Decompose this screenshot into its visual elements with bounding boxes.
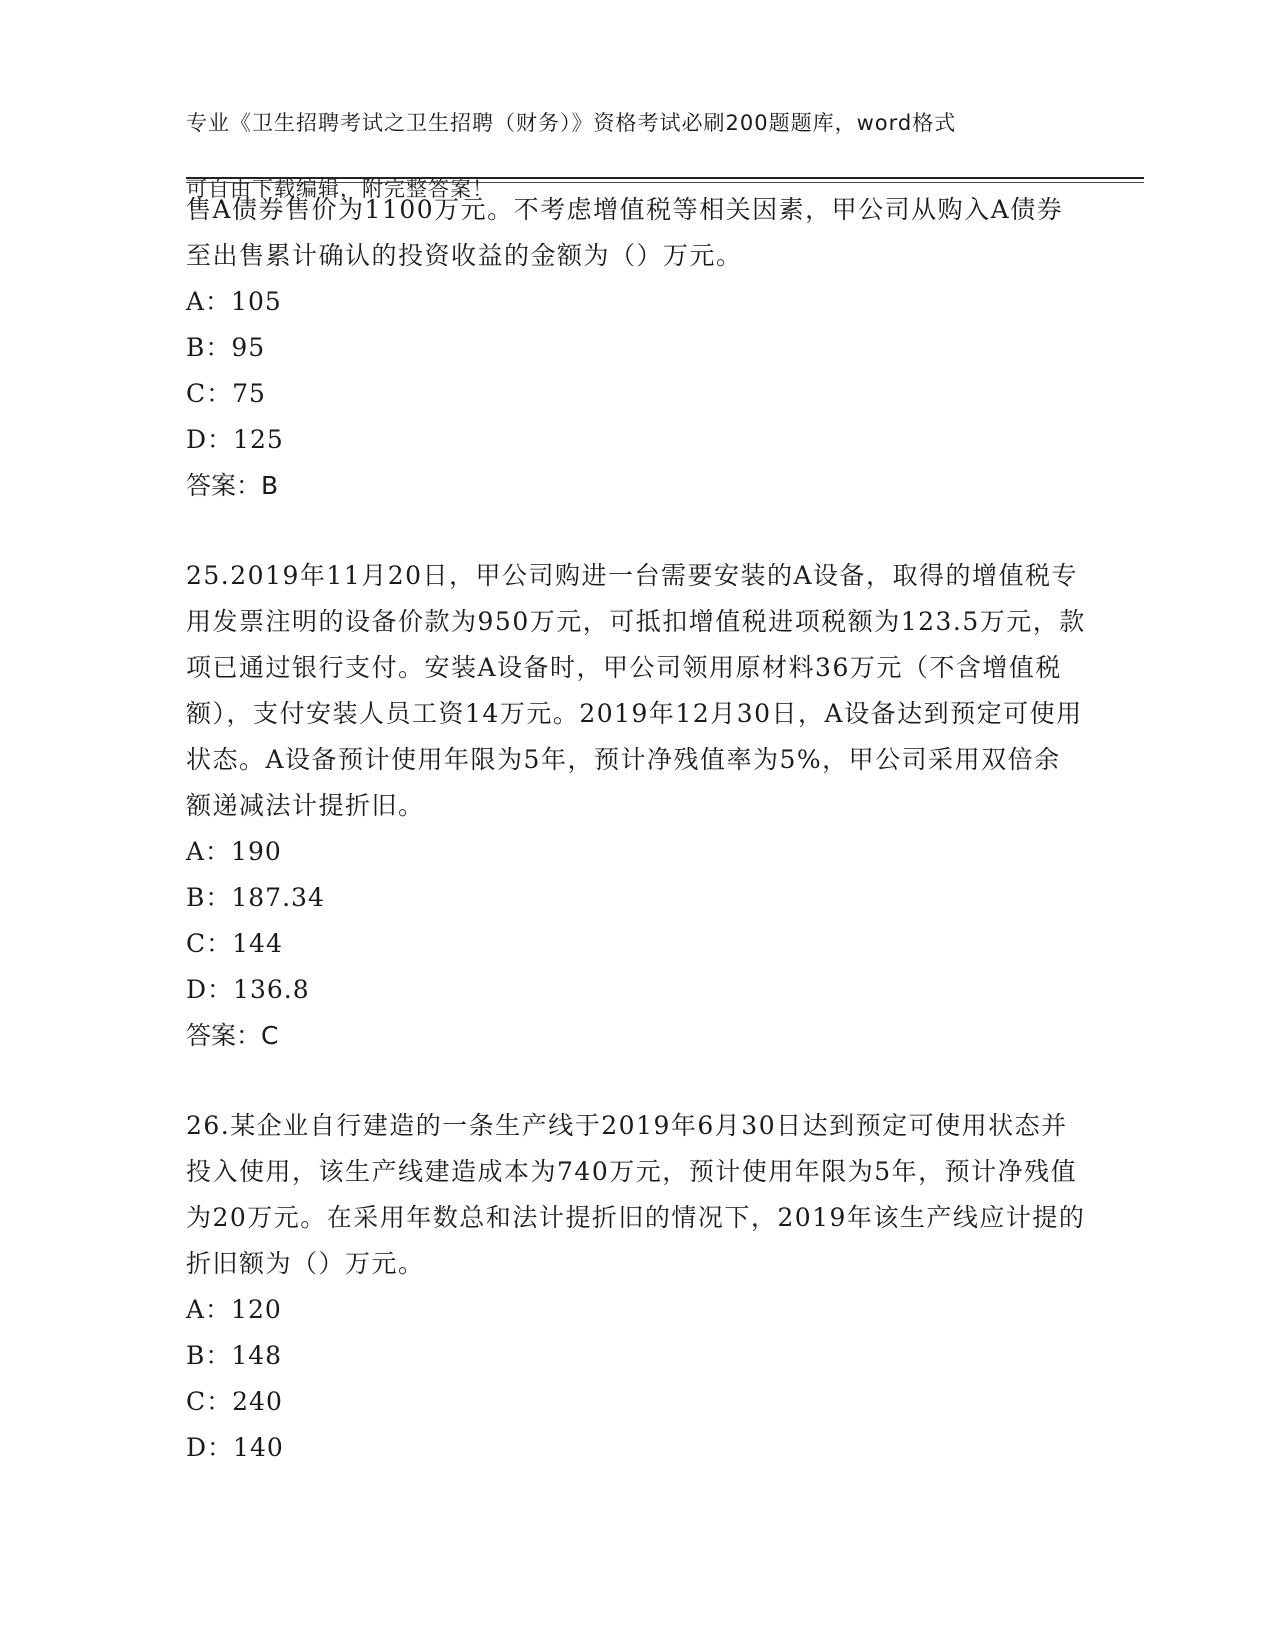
- header-line-1: 专业《卫生招聘考试之卫生招聘（财务）》资格考试必刷200题题库，word格式: [186, 111, 957, 135]
- option-d: D：136.8: [186, 975, 310, 1004]
- option-a: A：120: [186, 1295, 282, 1324]
- option-b: B：148: [186, 1341, 283, 1370]
- option-a: A：105: [186, 287, 282, 316]
- option-a: A：190: [186, 837, 282, 866]
- option-d: D：140: [186, 1433, 284, 1462]
- header-divider-thin: [186, 182, 1144, 183]
- question-list: [186, 187, 1086, 1471]
- option-c: C：144: [186, 929, 283, 958]
- header-line-2: 可自由下载编辑，附完整答案！: [186, 177, 494, 201]
- question-text: 26.某企业自行建造的一条生产线于2019年6月30日达到预定可使用状态并投入使用，该生产线建造成本为740万元，预计使用年限为5年，预计净残值为20万元。在采用年数总和法计提折旧的情况下，2019年该生产线应计提的折旧额为（）万元。: [186, 1111, 1086, 1278]
- answer-text: 答案：B: [186, 471, 279, 500]
- option-b: B：187.34: [186, 883, 325, 912]
- question-block: [186, 187, 1086, 509]
- question-text: 25.2019年11月20日，甲公司购进一台需要安装的A设备，取得的增值税专用发票注明的设备价款为950万元，可抵扣增值税进项税额为123.5万元，款项已通过银行支付。安装A设备时，甲公司领用原材料36万元（不含增值税额），支付安装人员工资14万元。2019年12月30日，A设备达到预定可使用状态。A设备预计使用年限为5年，预计净残值率为5%，甲公司采用双倍余额递减法计提折旧。: [186, 561, 1086, 820]
- header-divider-thick: [186, 177, 1144, 179]
- question-block: [186, 1103, 1086, 1471]
- option-b: B：95: [186, 333, 266, 362]
- question-block: [186, 553, 1086, 1059]
- option-d: D：125: [186, 425, 284, 454]
- option-c: C：75: [186, 379, 266, 408]
- question-text: 售A债券售价为1100万元。不考虑增值税等相关因素，甲公司从购入A债券至出售累计确认的投资收益的金额为（）万元。: [186, 195, 1064, 270]
- option-c: C：240: [186, 1387, 283, 1416]
- answer-text: 答案：C: [186, 1021, 279, 1050]
